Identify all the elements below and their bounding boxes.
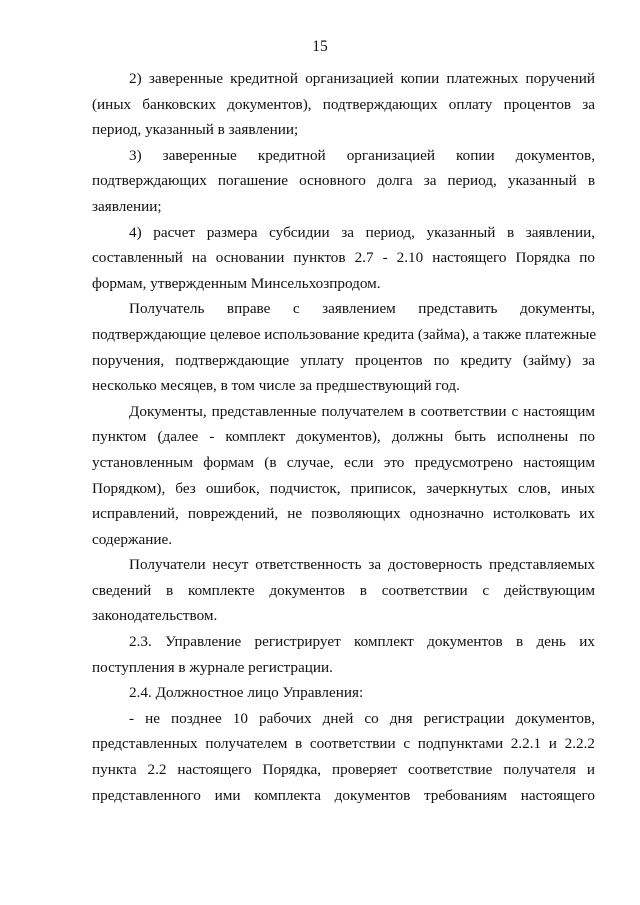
text-line: представленных получателем в соответствии с подпунктами 2.2.1 и 2.2.2	[92, 735, 595, 753]
text-line: установленным формам (в случае, если это предусмотрено настоящим	[92, 453, 595, 471]
text-line: законодательством.	[92, 607, 218, 625]
paragraph	[92, 680, 595, 706]
text-line: содержание.	[92, 530, 172, 548]
text-line: Порядком), без ошибок, подчисток, приписок, зачеркнутых слов, иных	[92, 479, 595, 497]
text-line: формам, утвержденным Минсельхозпродом.	[92, 274, 381, 292]
page-number: 15	[312, 38, 328, 55]
text-line: пункта 2.2 настоящего Порядка, проверяет соответствие получателя и	[92, 761, 595, 779]
text-line: Получатели несут ответственность за достоверность представляемых	[129, 556, 595, 574]
text-line: подтверждающих погашение основного долга за период, указанный в	[92, 172, 595, 190]
paragraph	[92, 296, 595, 398]
text-line: поручения, подтверждающие уплату процентов по кредиту (займу) за	[92, 351, 595, 369]
text-line: несколько месяцев, в том числе за предшествующий год.	[92, 377, 460, 395]
text-line: составленный на основании пунктов 2.7 - 2.10 настоящего Порядка по	[92, 249, 595, 267]
text-line: 3) заверенные кредитной организацией копии документов,	[129, 146, 595, 164]
paragraph	[92, 220, 595, 297]
document-body	[92, 66, 595, 808]
text-line: заявлении;	[92, 197, 162, 215]
paragraph	[92, 66, 595, 143]
text-line: 4) расчет размера субсидии за период, указанный в заявлении,	[129, 223, 595, 241]
paragraph	[92, 399, 595, 553]
text-line: поступления в журнале регистрации.	[92, 658, 333, 676]
text-line: - не позднее 10 рабочих дней со дня регистрации документов,	[129, 709, 595, 727]
paragraph	[92, 552, 595, 629]
paragraph	[92, 143, 595, 220]
text-line: представленного ими комплекта документов требованиям настоящего	[92, 786, 595, 804]
text-line: исправлений, повреждений, не позволяющих однозначно истолковать их	[92, 505, 595, 523]
text-line: 2.4. Должностное лицо Управления:	[129, 684, 364, 702]
text-line: 2.3. Управление регистрирует комплект документов в день их	[129, 633, 595, 651]
text-line: сведений в комплекте документов в соответствии с действующим	[92, 581, 595, 599]
text-line: пунктом (далее - комплект документов), должны быть исполнены по	[92, 428, 595, 446]
text-line: Получатель вправе с заявлением представить документы,	[129, 300, 595, 318]
text-line: Документы, представленные получателем в соответствии с настоящим	[129, 402, 595, 420]
text-line: период, указанный в заявлении;	[92, 121, 299, 139]
text-line: 2) заверенные кредитной организацией копии платежных поручений	[129, 70, 595, 87]
paragraph	[92, 629, 595, 680]
text-line: (иных банковских документов), подтверждающих оплату процентов за	[92, 95, 595, 113]
text-line: подтверждающие целевое использование кредита (займа), а также платежные	[92, 325, 597, 343]
paragraph	[92, 706, 595, 808]
